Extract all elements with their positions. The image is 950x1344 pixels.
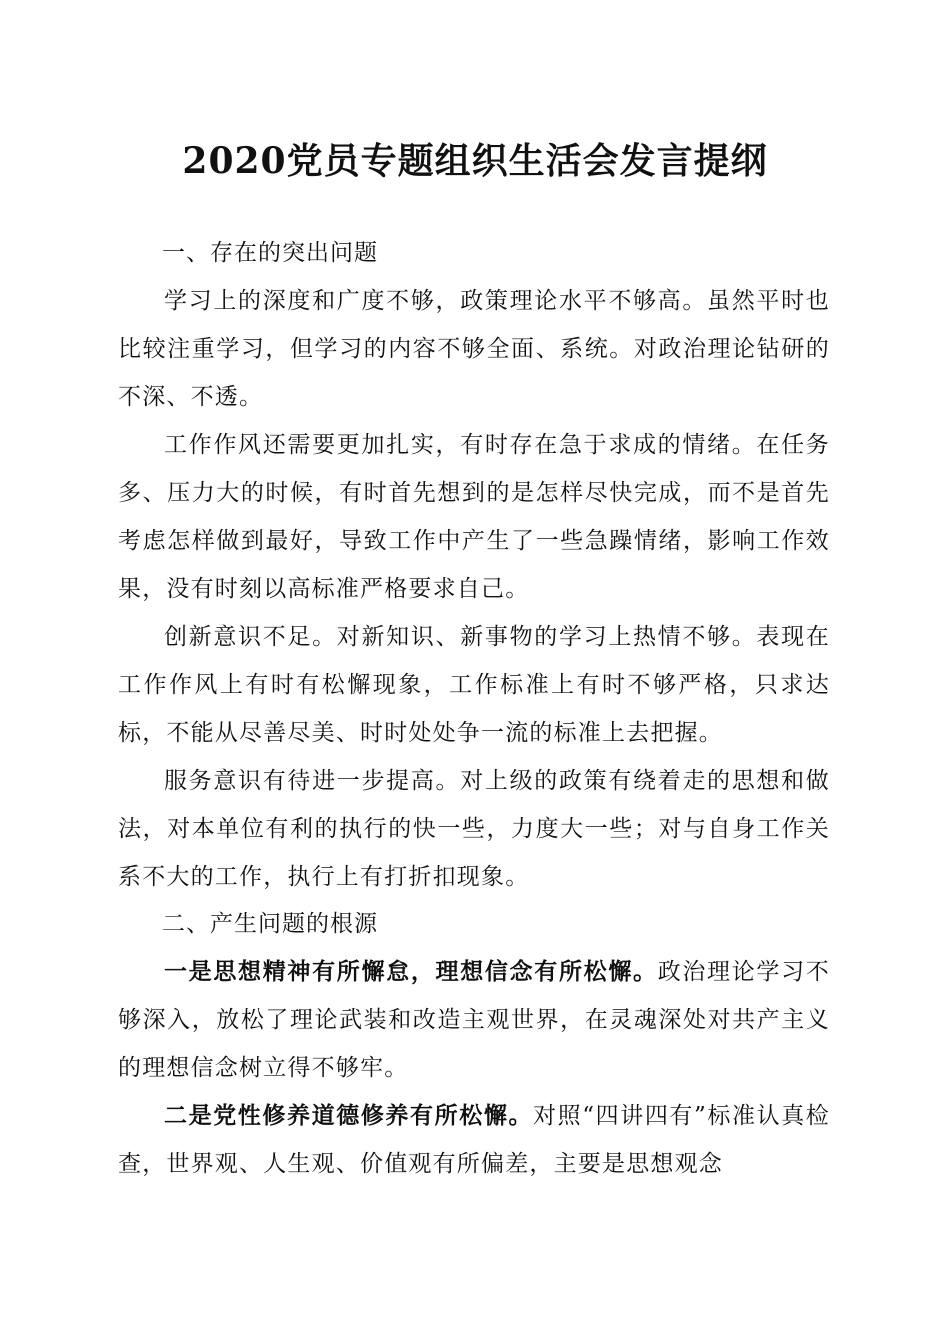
paragraph-innovation: 创新意识不足。对新知识、新事物的学习上热情不够。表现在工作作风上有时有松懈现象，工作标准上有时不够严格，只求达标，不能从尽善尽美、时时处处争一流的标准上去把握。 bbox=[118, 624, 830, 746]
section-heading-problems: 一、存在的突出问题 bbox=[162, 240, 378, 266]
paragraph-service: 服务意识有待进一步提高。对上级的政策有绕着走的思想和做法，对本单位有利的执行的快一些，力度大一些；对与自身工作关系不大的工作，执行上有打折扣现象。 bbox=[118, 768, 830, 890]
document-body bbox=[118, 230, 830, 1188]
root-2-lead: 二是党性修养道德修养有所松懈。 bbox=[164, 1102, 534, 1129]
paragraph-root-1 bbox=[118, 948, 830, 1092]
paragraph-root-2 bbox=[118, 1092, 830, 1188]
paragraph-work-style: 工作作风还需要更加扎实，有时存在急于求成的情绪。在任务多、压力大的时候，有时首先想到的是怎样尽快完成，而不是首先考虑怎样做到最好，导致工作中产生了一些急躁情绪，影响工作效果，没有时刻以高标准严格要求自己。 bbox=[118, 432, 830, 602]
section-heading-roots: 二、产生问题的根源 bbox=[162, 911, 378, 937]
root-1-text: 政治理论学习不够深入，放松了理论武装和改造主观世界，在灵魂深处对共产主义的理想信念树立得不够牢。 bbox=[118, 959, 830, 1081]
root-1-lead: 一是思想精神有所懈怠，理想信念有所松懈。 bbox=[164, 958, 658, 985]
root-2-text: 对照“四讲四有”标准认真检查，世界观、人生观、价值观有所偏差，主要是思想观念 bbox=[118, 1103, 830, 1177]
paragraph-study-depth: 学习上的深度和广度不够，政策理论水平不够高。虽然平时也比较注重学习，但学习的内容不够全面、系统。对政治理论钻研的不深、不透。 bbox=[118, 288, 830, 410]
document-title: 2020党员专题组织生活会发言提纲 bbox=[182, 140, 768, 182]
